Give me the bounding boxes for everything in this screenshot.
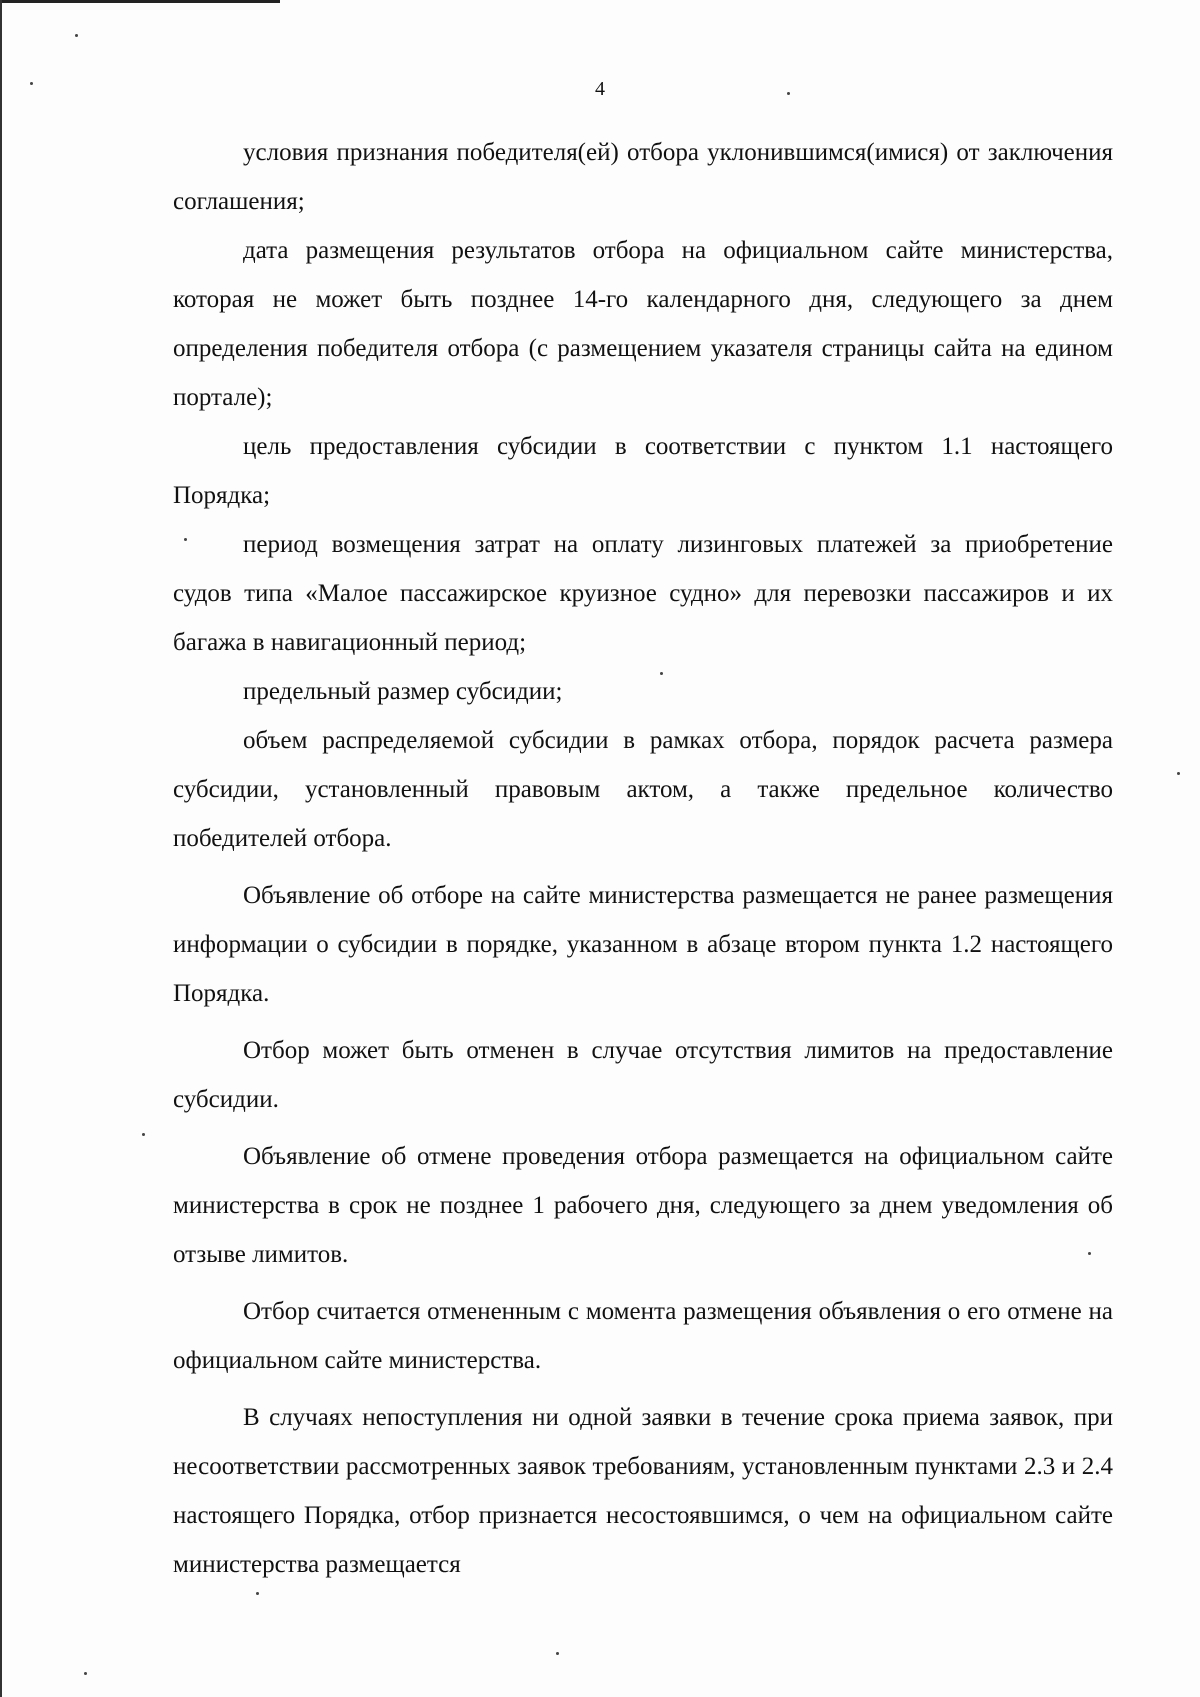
paragraph: В случаях непоступления ни одной заявки в течение срока приема заявок, при несоответствии рассмотренных заявок требованиям, установленным пунктами 2.3 и 2.4 настоящего Порядка, отбор признается несостоявшимся, о чем на официальном сайте министерства размещается	[173, 1404, 1113, 1578]
document-body	[173, 128, 1113, 1589]
scan-speck	[184, 538, 187, 541]
paragraph: цель предоставления субсидии в соответствии с пунктом 1.1 настоящего Порядка;	[173, 433, 1113, 509]
paragraph: Объявление об отмене проведения отбора размещается на официальном сайте министерства в срок не позднее 1 рабочего дня, следующего за днем уведомления об отзыве лимитов.	[173, 1143, 1113, 1268]
paragraph: условия признания победителя(ей) отбора уклонившимся(имися) от заключения соглашения;	[173, 139, 1113, 215]
scan-edge-left	[0, 0, 2, 1697]
scan-speck	[1177, 772, 1180, 775]
scan-speck	[1088, 1252, 1091, 1255]
scan-speck	[30, 82, 33, 85]
paragraph: период возмещения затрат на оплату лизинговых платежей за приобретение судов типа «Малое пассажирское круизное судно» для перевозки пассажиров и их багажа в навигационный период;	[173, 531, 1113, 656]
scan-edge-top	[0, 0, 280, 3]
scan-speck	[787, 92, 790, 95]
scan-speck	[256, 1592, 259, 1595]
paragraph: дата размещения результатов отбора на официальном сайте министерства, которая не может быть позднее 14-го календарного дня, следующего за днем определения победителя отбора (с размещением указателя страницы сайта на едином портале);	[173, 237, 1113, 411]
paragraph: Отбор может быть отменен в случае отсутствия лимитов на предоставление субсидии.	[173, 1037, 1113, 1113]
paragraph: объем распределяемой субсидии в рамках отбора, порядок расчета размера субсидии, установленный правовым актом, а также предельное количество победителей отбора.	[173, 727, 1113, 852]
scan-speck	[660, 672, 663, 675]
paragraph: Объявление об отборе на сайте министерства размещается не ранее размещения информации о субсидии в порядке, указанном в абзаце втором пункта 1.2 настоящего Порядка.	[173, 882, 1113, 1007]
scan-speck	[75, 34, 78, 37]
page-number: 4	[595, 78, 605, 100]
scan-speck	[84, 1672, 87, 1675]
scan-speck	[556, 1652, 559, 1655]
paragraph: предельный размер субсидии;	[243, 678, 563, 705]
paragraph: Отбор считается отмененным с момента размещения объявления о его отмене на официальном сайте министерства.	[173, 1298, 1113, 1374]
scan-speck	[142, 1133, 145, 1136]
